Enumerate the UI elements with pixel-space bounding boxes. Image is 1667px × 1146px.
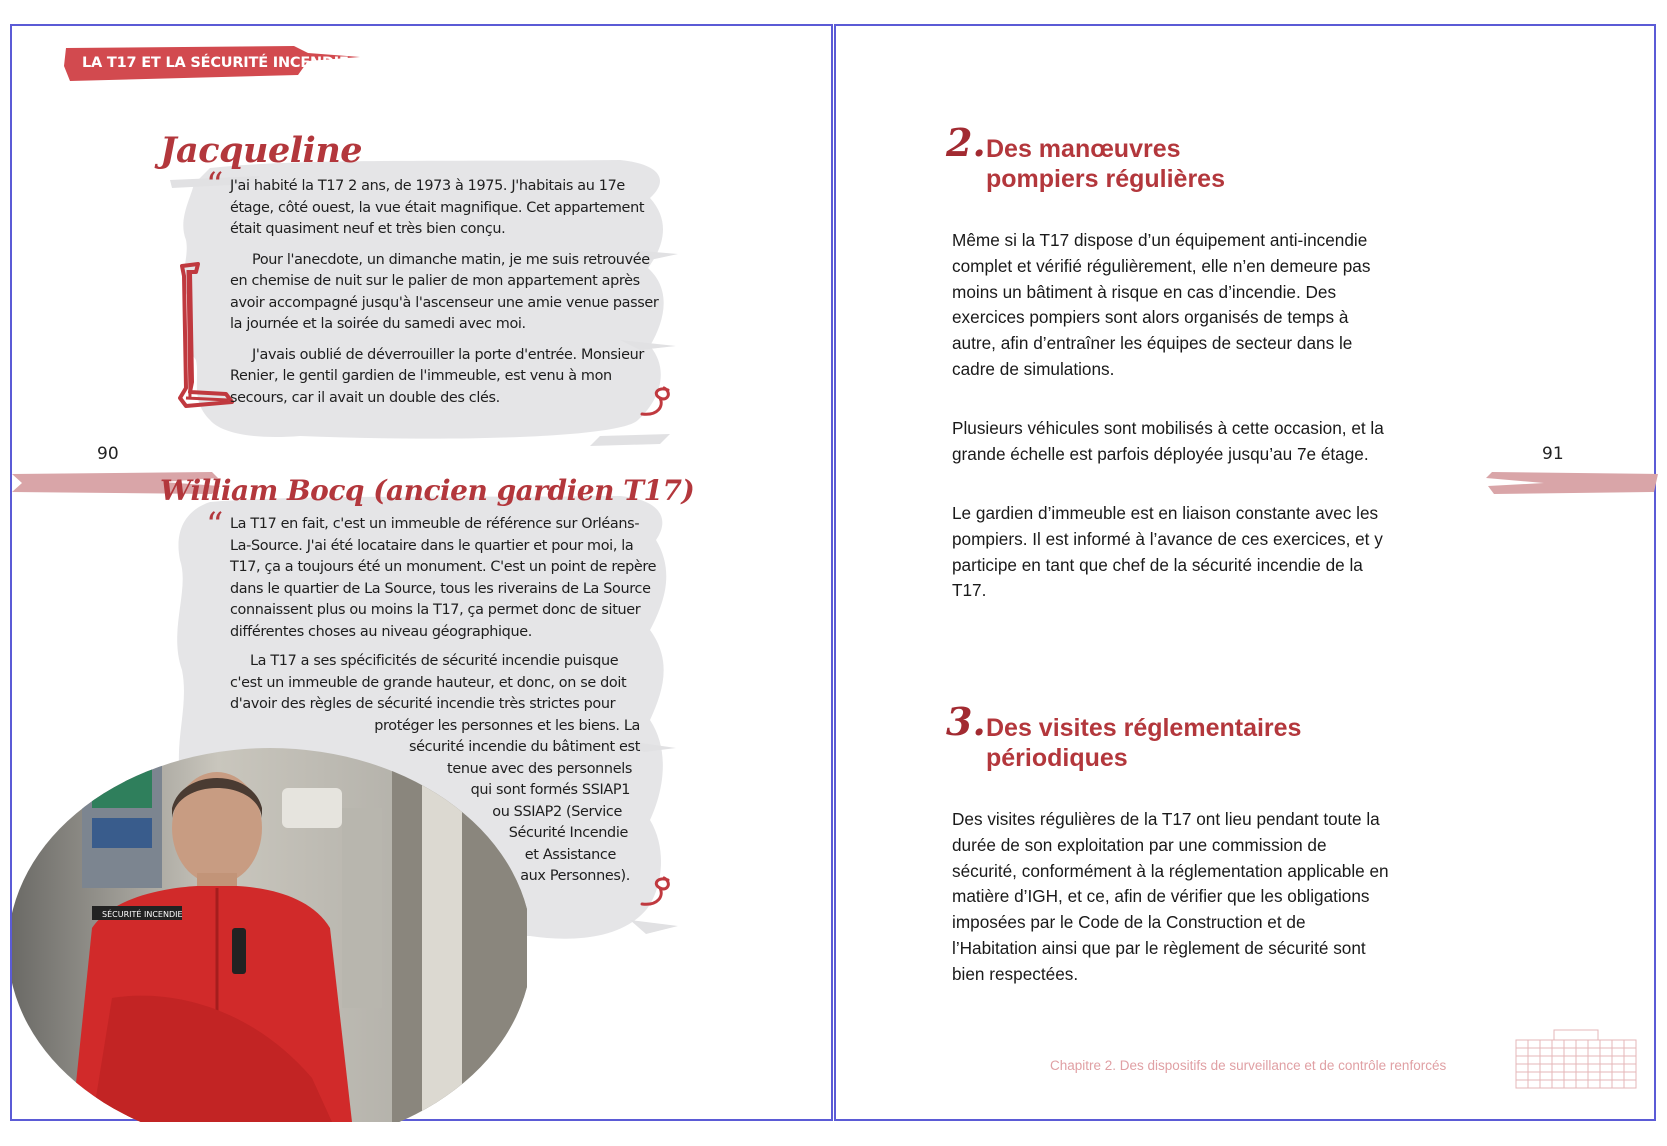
- section-2-title-line1: Des manœuvres: [986, 135, 1181, 163]
- testimony-william-line: tenue avec des personnels: [447, 760, 632, 777]
- building-outline-icon: [1514, 1028, 1638, 1090]
- testimony-name-jacqueline: Jacqueline: [160, 130, 363, 171]
- testimony-william-text: [230, 514, 658, 652]
- testimony-jacqueline-text: [230, 176, 660, 418]
- testimony-william-line: Sécurité Incendie: [508, 825, 628, 841]
- right-margin-stripe: [1484, 470, 1658, 496]
- testimony-william-line: La T17 a ses spécificités de sécurité incendie puisque: [250, 653, 619, 669]
- testimony-jacqueline-paragraph-1: J'ai habité la T17 2 ans, de 1973 à 1975. J'habitais au 17e étage, côté ouest, la vue était magnifique. Cet appartement était quasiment neuf et très bien conçu.: [230, 178, 645, 237]
- chapter-footer: Chapitre 2. Des dispositifs de surveillance et de contrôle renforcés: [1050, 1058, 1447, 1073]
- close-quote-swirl-icon: [638, 380, 680, 422]
- section-2-paragraph-1: Même si la T17 dispose d’un équipement anti-incendie complet et vérifié régulièrement, elle n’en demeure pas moins un bâtiment à risque en cas d’incendie. Des exercices pompiers sont alors organisés de temps à autre, afin d’entraîner les équipes de secteur dans le cadre de simulations.: [952, 230, 1371, 379]
- testimony-william-line: d'avoir des règles de sécurité incendie très strictes pour: [230, 696, 616, 712]
- testimony-jacqueline-paragraph-2: Pour l'anecdote, un dimanche matin, je me suis retrouvée en chemise de nuit sur le palier de mon appartement après avoir accompagné jusqu'à l'ascenseur une amie venue passer la journée et la soirée du samedi avec moi.: [230, 251, 659, 332]
- section-2-number: 2.: [946, 120, 986, 165]
- testimony-name-william: William Bocq (ancien gardien T17): [160, 474, 695, 507]
- section-3-title-line2: périodiques: [986, 744, 1128, 772]
- section-2-title-line2: pompiers régulières: [986, 165, 1225, 193]
- testimony-jacqueline-paragraph-3: J'avais oublié de déverrouiller la porte d'entrée. Monsieur Renier, le gentil gardien de l'immeuble, est venu à mon secours, car il avait un double des clés.: [230, 346, 644, 406]
- testimony-william-line: qui sont formés SSIAP1: [470, 782, 630, 798]
- open-quote-icon: “: [206, 165, 224, 205]
- page-number-left: 90: [97, 444, 119, 464]
- testimony-william-paragraph-1: La T17 en fait, c'est un immeuble de référence sur Orléans-La-Source. J'ai été locataire dans le quartier et pour moi, la T17, ça a toujours été un monument. C'est un point de repère dans le quartier de La Source, tous les riverains de La Source connaissent plus ou moins la T17, ça permet donc de situer différentes choses au niveau géographique.: [230, 516, 657, 640]
- testimony-william-line: c'est un immeuble de grande hauteur, et donc, on se doit: [230, 674, 627, 691]
- page-number-right: 91: [1542, 444, 1564, 464]
- photo-badge-text: SÉCURITÉ INCENDIE: [102, 910, 183, 919]
- section-3-paragraph-1: Des visites régulières de la T17 ont lieu pendant toute la durée de son exploitation par une commission de sécurité, conformément à la réglementation applicable en matière d’IGH, et ce, afin de vérifier que les obligations imposées par le Code de la Construction et de l’Habitation ainsi que par le règlement de sécurité sont bien respectées.: [952, 809, 1389, 984]
- testimony-william-line: protéger les personnes et les biens. La: [374, 717, 640, 734]
- section-2-paragraph-2: Plusieurs véhicules sont mobilisés à cette occasion, et la grande échelle est parfois déployée jusqu’au 7e étage.: [952, 418, 1384, 464]
- testimony-william-line: sécurité incendie du bâtiment est: [408, 739, 640, 755]
- section-3-number: 3.: [946, 699, 986, 744]
- header-banner-text: LA T17 ET LA SÉCURITÉ INCENDIE: [82, 55, 349, 71]
- testimony-william-line: et Assistance: [524, 846, 616, 863]
- decorative-letter-l-icon: [176, 262, 236, 410]
- testimony-william-line: aux Personnes).: [520, 868, 630, 884]
- section-2-paragraph-3: Le gardien d’immeuble est en liaison constante avec les pompiers. Il est informé à l’avance de ces exercices, et y participe en tant que chef de la sécurité incendie de la T17.: [952, 503, 1383, 601]
- testimony-william-line: ou SSIAP2 (Service: [492, 803, 622, 820]
- section-3-title-line1: Des visites réglementaires: [986, 714, 1302, 742]
- open-quote-icon-2: “: [206, 505, 224, 545]
- guardian-photo: [12, 748, 527, 1122]
- close-quote-swirl-icon-2: [638, 870, 680, 912]
